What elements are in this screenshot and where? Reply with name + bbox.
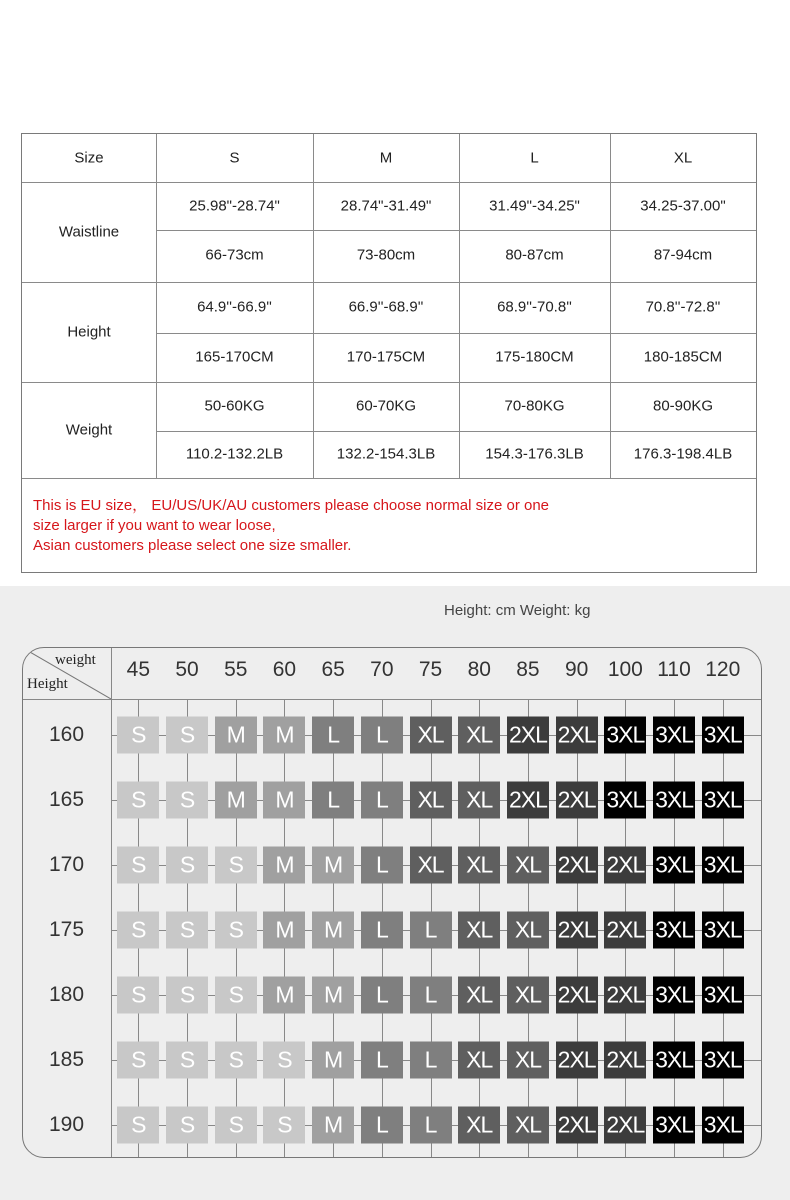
weight-header: 60	[272, 658, 297, 681]
table-cell: 50-60KG	[204, 397, 265, 415]
table-header-m: M	[379, 149, 393, 167]
table-header-l: L	[530, 149, 539, 167]
table-cell: 180-185CM	[643, 348, 723, 366]
table-cell: 170-175CM	[346, 348, 426, 366]
table-cell: 175-180CM	[495, 348, 574, 366]
size-cell-xl: XL	[458, 977, 500, 1014]
size-cell-s: S	[263, 1107, 305, 1144]
size-cell-xl: XL	[458, 1107, 500, 1144]
size-cell-l: L	[410, 1042, 452, 1079]
size-cell-s: S	[117, 782, 159, 819]
table-header-s: S	[229, 149, 240, 167]
table-column-divider	[610, 134, 611, 478]
size-note-line: Asian customers please select one size smaller.	[33, 537, 352, 554]
size-cell-2xl: 2XL	[604, 912, 646, 949]
table-row-label: Height	[67, 323, 111, 341]
table-header-size: Size	[74, 149, 104, 167]
size-cell-xl: XL	[458, 912, 500, 949]
weight-header: 45	[126, 658, 151, 681]
size-cell-2xl: 2XL	[604, 847, 646, 884]
table-cell: 25.98"-28.74"	[189, 197, 280, 215]
table-cell: 70.8''-72.8''	[645, 298, 721, 316]
size-cell-s: S	[166, 912, 208, 949]
size-cell-xl: XL	[507, 847, 549, 884]
table-cell: 28.74"-31.49"	[340, 197, 432, 215]
table-cell: 66.9''-68.9''	[348, 298, 424, 316]
size-cell-3xl: 3XL	[604, 782, 646, 819]
weight-header: 55	[224, 658, 248, 681]
size-cell-3xl: 3XL	[702, 977, 744, 1014]
size-cell-3xl: 3XL	[702, 1042, 744, 1079]
size-cell-m: M	[263, 847, 305, 884]
size-cell-s: S	[117, 1042, 159, 1079]
size-cell-m: M	[263, 782, 305, 819]
size-cell-3xl: 3XL	[653, 1107, 695, 1144]
size-note-line: size larger if you want to wear loose,	[33, 517, 276, 534]
table-header-xl: XL	[673, 149, 693, 167]
size-cell-2xl: 2XL	[604, 1042, 646, 1079]
size-cell-s: S	[215, 912, 257, 949]
weight-header: 120	[705, 658, 741, 681]
table-cell: 31.49"-34.25"	[489, 197, 580, 215]
size-cell-l: L	[361, 782, 403, 819]
weight-header: 100	[607, 658, 643, 681]
table-cell: 80-90KG	[652, 397, 714, 415]
table-cell: 110.2-132.2LB	[185, 445, 284, 463]
size-cell-l: L	[312, 717, 354, 754]
height-label: 180	[49, 983, 85, 1006]
table-cell: 60-70KG	[355, 397, 417, 415]
table-subrow-divider	[156, 431, 756, 432]
size-cell-2xl: 2XL	[556, 1042, 598, 1079]
size-cell-m: M	[312, 977, 354, 1014]
size-cell-s: S	[166, 847, 208, 884]
table-cell: 73-80cm	[356, 246, 416, 264]
size-cell-l: L	[361, 1107, 403, 1144]
size-cell-l: L	[361, 717, 403, 754]
size-cell-m: M	[312, 912, 354, 949]
size-cell-xl: XL	[410, 782, 452, 819]
size-cell-m: M	[215, 782, 257, 819]
table-cell: 165-170CM	[195, 348, 274, 366]
size-cell-3xl: 3XL	[702, 1107, 744, 1144]
size-cell-s: S	[117, 912, 159, 949]
table-row-divider	[22, 182, 756, 183]
size-cell-m: M	[263, 912, 305, 949]
size-cell-3xl: 3XL	[653, 977, 695, 1014]
size-chart-grid	[22, 647, 762, 1158]
size-cell-m: M	[312, 1042, 354, 1079]
size-cell-xl: XL	[507, 1107, 549, 1144]
table-column-divider	[459, 134, 460, 478]
size-cell-l: L	[361, 847, 403, 884]
table-subrow-divider	[156, 230, 756, 231]
weight-header: 80	[467, 658, 491, 681]
size-cell-2xl: 2XL	[556, 782, 598, 819]
corner-weight-label: weight	[55, 652, 96, 668]
size-cell-3xl: 3XL	[604, 717, 646, 754]
size-cell-xl: XL	[410, 847, 452, 884]
size-cell-s: S	[215, 1107, 257, 1144]
height-label: 190	[49, 1113, 85, 1136]
size-cell-xl: XL	[458, 782, 500, 819]
weight-header: 75	[418, 658, 443, 681]
size-cell-s: S	[215, 977, 257, 1014]
height-label: 160	[49, 723, 85, 746]
size-cell-s: S	[215, 847, 257, 884]
size-cell-3xl: 3XL	[653, 717, 695, 754]
size-cell-2xl: 2XL	[556, 847, 598, 884]
grid-header-divider	[23, 699, 762, 700]
table-cell: 68.9''-70.8''	[497, 298, 572, 316]
size-cell-s: S	[117, 847, 159, 884]
table-row-divider	[22, 382, 756, 383]
size-cell-m: M	[312, 1107, 354, 1144]
size-cell-2xl: 2XL	[556, 1107, 598, 1144]
size-cell-3xl: 3XL	[702, 782, 744, 819]
size-cell-xl: XL	[458, 847, 500, 884]
table-cell: 154.3-176.3LB	[485, 445, 584, 463]
size-cell-l: L	[361, 912, 403, 949]
size-cell-s: S	[166, 977, 208, 1014]
table-cell: 70-80KG	[504, 397, 565, 415]
weight-header: 85	[516, 658, 540, 681]
size-cell-l: L	[361, 1042, 403, 1079]
table-column-divider	[313, 134, 314, 478]
height-label: 165	[49, 788, 85, 811]
size-chart-section	[0, 586, 790, 1200]
size-cell-s: S	[117, 717, 159, 754]
size-cell-3xl: 3XL	[653, 1042, 695, 1079]
size-cell-m: M	[263, 977, 305, 1014]
size-cell-s: S	[117, 1107, 159, 1144]
size-cell-2xl: 2XL	[604, 977, 646, 1014]
size-cell-xl: XL	[410, 717, 452, 754]
weight-header: 65	[321, 658, 345, 681]
size-cell-xl: XL	[507, 912, 549, 949]
table-cell: 66-73cm	[205, 246, 264, 264]
table-row-label: Waistline	[58, 223, 120, 241]
size-cell-s: S	[215, 1042, 257, 1079]
size-cell-m: M	[215, 717, 257, 754]
size-cell-l: L	[410, 1107, 452, 1144]
height-label: 185	[49, 1048, 85, 1071]
size-note	[33, 496, 549, 556]
size-cell-xl: XL	[507, 977, 549, 1014]
table-column-divider	[156, 134, 157, 478]
size-cell-l: L	[410, 912, 452, 949]
table-cell: 64.9''-66.9''	[197, 298, 272, 316]
size-cell-l: L	[312, 782, 354, 819]
table-cell: 87-94cm	[653, 246, 713, 264]
table-row-label: Weight	[65, 421, 113, 439]
height-label: 175	[49, 918, 85, 941]
size-cell-3xl: 3XL	[653, 782, 695, 819]
table-cell: 34.25-37.00"	[640, 197, 726, 215]
size-cell-2xl: 2XL	[507, 782, 549, 819]
size-cell-2xl: 2XL	[556, 912, 598, 949]
size-cell-s: S	[166, 1107, 208, 1144]
table-cell: 80-87cm	[505, 246, 564, 264]
table-cell: 176.3-198.4LB	[633, 445, 733, 463]
size-cell-s: S	[166, 717, 208, 754]
weight-header: 110	[657, 658, 691, 681]
size-cell-xl: XL	[458, 1042, 500, 1079]
table-subrow-divider	[156, 333, 756, 334]
size-cell-2xl: 2XL	[556, 977, 598, 1014]
size-cell-2xl: 2XL	[604, 1107, 646, 1144]
size-cell-2xl: 2XL	[556, 717, 598, 754]
weight-header: 50	[175, 658, 199, 681]
size-cell-s: S	[166, 782, 208, 819]
corner-height-label: Height	[27, 676, 68, 692]
size-note-line: This is EU size， EU/US/UK/AU customers please choose normal size or one	[33, 497, 550, 514]
units-label: Height: cm Weight: kg	[444, 602, 591, 619]
size-cell-xl: XL	[458, 717, 500, 754]
size-cell-3xl: 3XL	[653, 847, 695, 884]
size-cell-s: S	[166, 1042, 208, 1079]
size-cell-l: L	[410, 977, 452, 1014]
size-cell-xl: XL	[507, 1042, 549, 1079]
size-cell-m: M	[263, 717, 305, 754]
size-cell-3xl: 3XL	[702, 847, 744, 884]
size-cell-l: L	[361, 977, 403, 1014]
table-row-divider	[22, 478, 756, 479]
weight-header: 90	[564, 658, 589, 681]
size-cell-m: M	[312, 847, 354, 884]
size-cell-3xl: 3XL	[702, 717, 744, 754]
size-cell-3xl: 3XL	[653, 912, 695, 949]
grid-label-divider	[111, 648, 112, 1158]
size-cell-3xl: 3XL	[702, 912, 744, 949]
height-label: 170	[49, 853, 85, 876]
size-cell-s: S	[263, 1042, 305, 1079]
size-cell-s: S	[117, 977, 159, 1014]
weight-header: 70	[370, 658, 394, 681]
table-row-divider	[22, 282, 756, 283]
size-table	[21, 133, 757, 573]
table-cell: 132.2-154.3LB	[336, 445, 436, 463]
size-cell-2xl: 2XL	[507, 717, 549, 754]
